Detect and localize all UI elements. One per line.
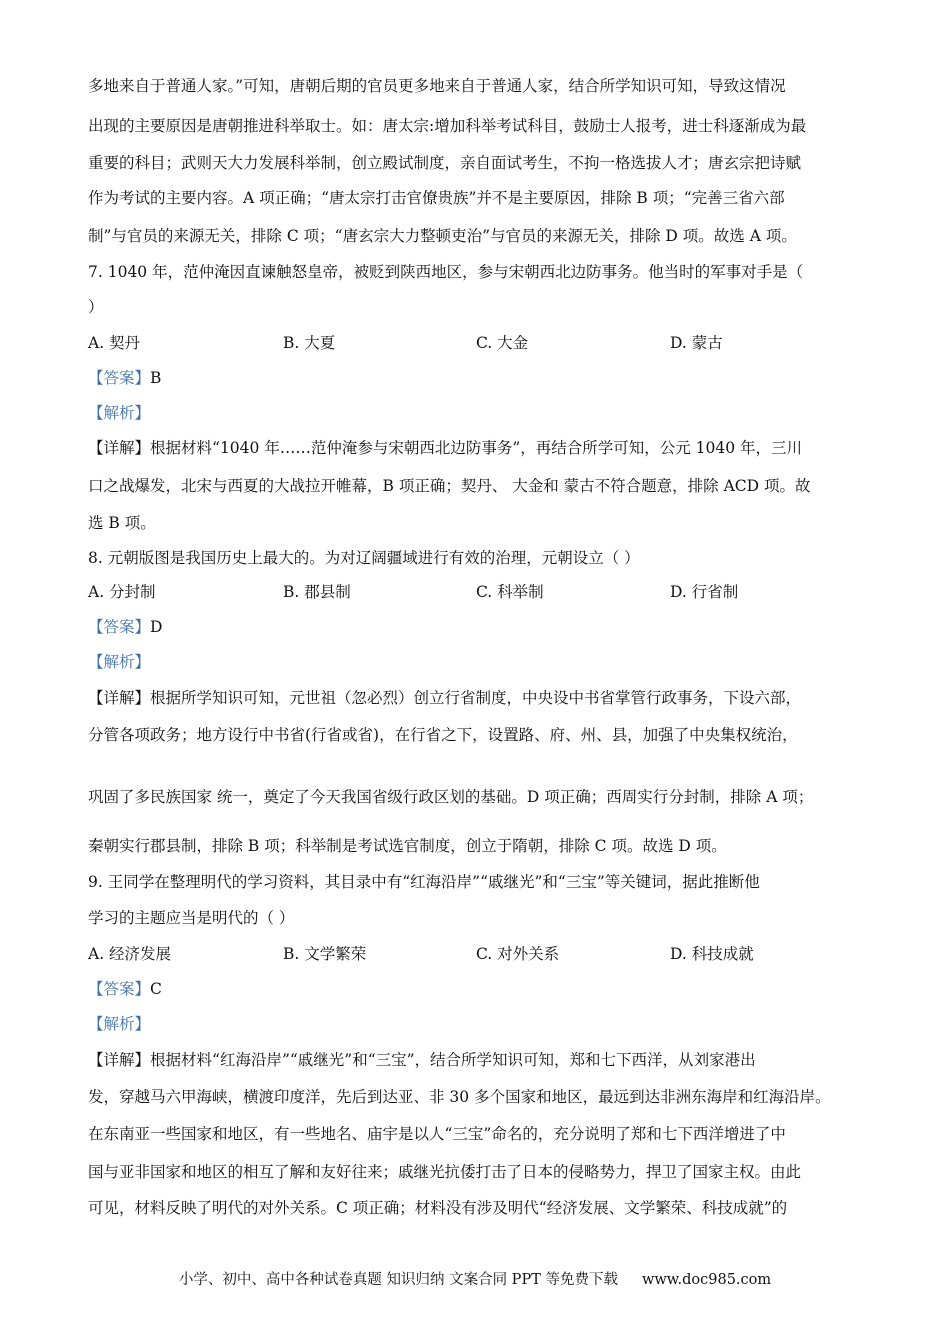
q9-detail-line-3: 在东南亚一些国家和地区，有一些地名、庙宇是以人“三宝”命名的，充分说明了郑和七下西洋增进了中 — [88, 1125, 786, 1143]
q8-option-a: A. 分封制 — [88, 583, 156, 601]
page-footer — [0, 1270, 950, 1290]
q9-option-c: C. 对外关系 — [476, 945, 560, 963]
q7-detail-tag: 【详解】 — [88, 439, 151, 457]
q9-option-a: A. 经济发展 — [88, 945, 172, 963]
prev-explanation-line-5: 制”与官员的来源无关，排除 C 项；“唐玄宗大力整顿吏治”与官员的来源无关，排除 D 项。故选 A 项。 — [88, 227, 797, 245]
q7-detail-line-3: 选 B 项。 — [88, 514, 156, 532]
q8-analysis — [88, 652, 150, 672]
q8-detail-line-2: 分管各项政务；地方设行中书省(行省或省)，在行省之下，设置路、府、州、县，加强了中央集权统治， — [88, 726, 798, 744]
q9-analysis — [88, 1014, 150, 1034]
q9-detail-line-2: 发，穿越马六甲海峡，横渡印度洋，先后到达亚、非 30 多个国家和地区，最远到达非洲东海岸和红海沿岸。 — [88, 1088, 831, 1106]
q9-option-b: B. 文学繁荣 — [283, 945, 367, 963]
q9-detail-line-1 — [88, 1050, 756, 1070]
q7-stem-line-1: 7. 1040 年，范仲淹因直谏触怒皇帝，被贬到陕西地区，参与宋朝西北边防事务。他当时的军事对手是（ — [88, 263, 804, 281]
q9-detail-line-5: 可见，材料反映了明代的对外关系。C 项正确；材料没有涉及明代“经济发展、文学繁荣、科技成就”的 — [88, 1199, 788, 1217]
q7-answer — [88, 368, 161, 388]
q8-stem: 8. 元朝版图是我国历史上最大的。为对辽阔疆域进行有效的治理，元朝设立（ ） — [88, 549, 640, 567]
q7-answer-value: B — [150, 369, 162, 387]
q9-detail-line-4: 国与亚非国家和地区的相互了解和友好往来；戚继光抗倭打击了日本的侵略势力，捍卫了国家主权。由此 — [88, 1163, 802, 1181]
q8-detail-line-4: 秦朝实行郡县制，排除 B 项；科举制是考试选官制度，创立于隋朝，排除 C 项。故选 D 项。 — [88, 837, 727, 855]
q8-answer-value: D — [150, 618, 163, 636]
q7-answer-tag: 【答案】 — [88, 369, 151, 387]
q8-option-b: B. 郡县制 — [283, 583, 351, 601]
footer-site-link[interactable]: www.doc985.com — [641, 1272, 772, 1288]
prev-explanation-line-4: 作为考试的主要内容。A 项正确；“唐太宗打击官僚贵族”并不是主要原因，排除 B 项；“完善三省六部 — [88, 189, 785, 207]
q9-answer — [88, 979, 162, 999]
footer-text: 小学、初中、高中各种试卷真题 知识归纳 文案合同 PPT 等免费下载 — [178, 1272, 618, 1288]
prev-explanation-line-2: 出现的主要原因是唐朝推进科举取士。如：唐太宗:增加科举考试科目，鼓励士人报考，进士科逐渐成为最 — [88, 117, 807, 135]
prev-explanation-line-3: 重要的科目；武则天大力发展科举制，创立殿试制度，亲自面试考生，不拘一格选拔人才；唐玄宗把诗赋 — [88, 154, 802, 172]
q7-analysis — [88, 403, 150, 423]
q9-stem-line-1: 9. 王同学在整理明代的学习资料，其目录中有“红海沿岸”“戚继光”和“三宝”等关键词，据此推断他 — [88, 873, 760, 891]
q9-answer-tag: 【答案】 — [88, 980, 151, 998]
q8-detail-text-1: 根据所学知识可知，元世祖（忽必烈）创立行省制度，中央设中书省掌管行政事务，下设六部， — [150, 689, 802, 707]
q8-analysis-tag: 【解析】 — [88, 653, 151, 671]
q8-detail-line-3: 巩固了多民族国家 统一，奠定了今天我国省级行政区划的基础。D 项正确；西周实行分封制，排除 A 项； — [88, 788, 814, 806]
q9-detail-text-1: 根据材料“红海沿岸”“戚继光”和“三宝”，结合所学知识可知，郑和七下西洋，从刘家港出 — [150, 1051, 756, 1069]
q7-stem-line-2: ） — [88, 298, 104, 316]
q9-analysis-tag: 【解析】 — [88, 1015, 151, 1033]
q8-detail-tag: 【详解】 — [88, 689, 151, 707]
q8-option-c: C. 科举制 — [476, 583, 544, 601]
q7-detail-line-2: 口之战爆发，北宋与西夏的大战拉开帷幕，B 项正确；契丹、 大金和 蒙古不符合题意，排除 ACD 项。故 — [88, 477, 811, 495]
q8-detail-line-1 — [88, 688, 801, 708]
q9-option-d: D. 科技成就 — [670, 945, 754, 963]
q7-option-b: B. 大夏 — [283, 334, 336, 352]
q9-detail-tag: 【详解】 — [88, 1051, 151, 1069]
q7-detail-line-1 — [88, 438, 802, 458]
q7-option-c: C. 大金 — [476, 334, 529, 352]
q8-answer — [88, 617, 162, 637]
q8-answer-tag: 【答案】 — [88, 618, 151, 636]
q7-option-d: D. 蒙古 — [670, 334, 723, 352]
prev-explanation-line-1: 多地来自于普通人家。”可知，唐朝后期的官员更多地来自于普通人家，结合所学知识可知，导致这情况 — [88, 77, 786, 95]
q8-option-d: D. 行省制 — [670, 583, 739, 601]
q9-stem-line-2: 学习的主题应当是明代的（ ） — [88, 909, 295, 927]
q7-detail-text-1: 根据材料“1040 年……范仲淹参与宋朝西北边防事务”，再结合所学可知，公元 1040 年，三川 — [150, 439, 803, 457]
q9-answer-value: C — [150, 980, 162, 998]
q7-analysis-tag: 【解析】 — [88, 404, 151, 422]
q7-option-a: A. 契丹 — [88, 334, 141, 352]
